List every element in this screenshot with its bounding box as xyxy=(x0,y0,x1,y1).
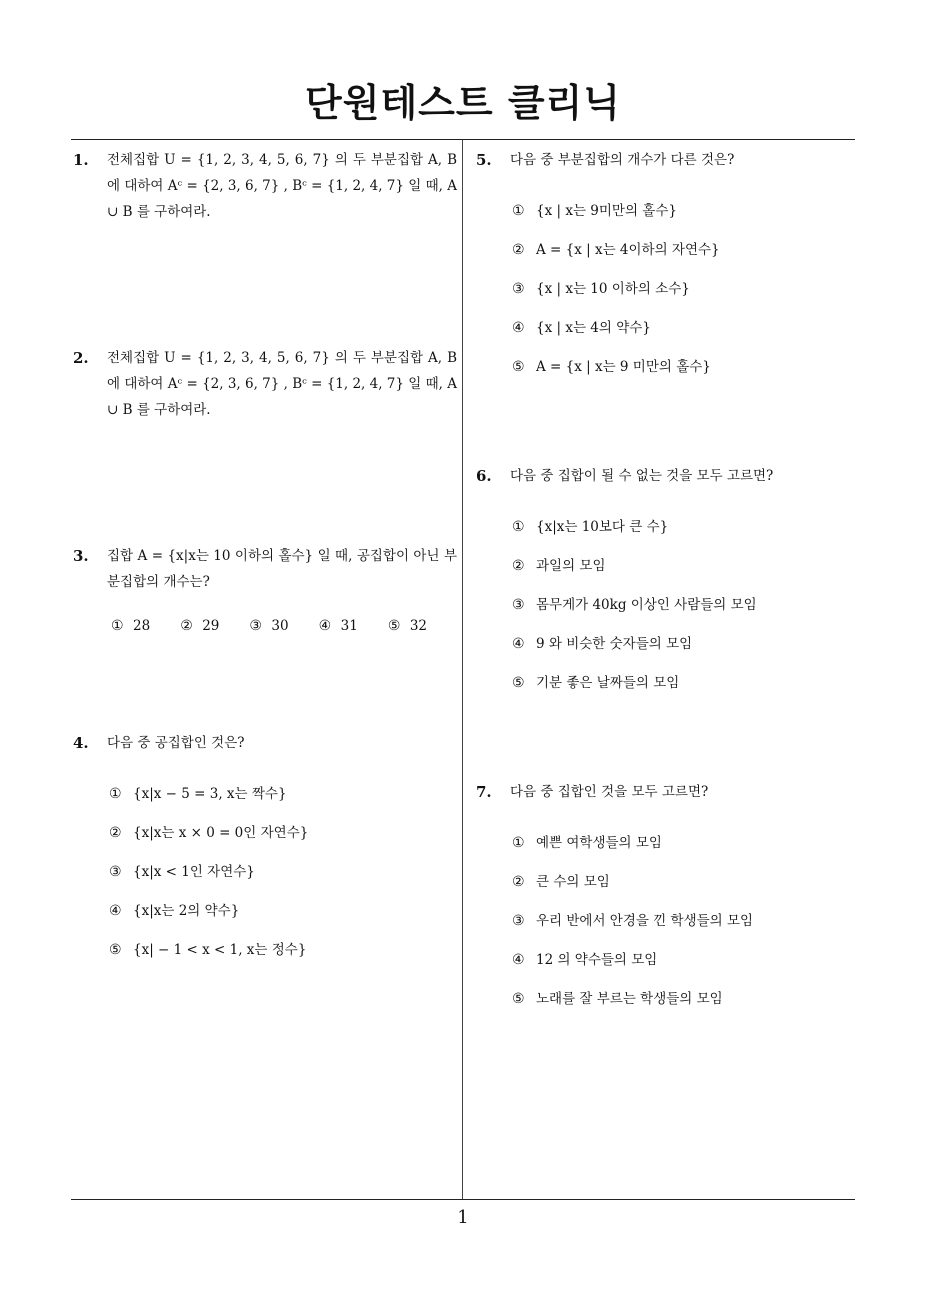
answer-option-4[interactable] xyxy=(510,940,856,979)
option-mark: ① xyxy=(512,518,525,535)
option-text: 예쁜 여학생들의 모임 xyxy=(536,834,662,851)
option-text: {x | x는 4의 약수} xyxy=(536,319,651,336)
answer-option-3[interactable] xyxy=(510,901,856,940)
answer-option-4[interactable] xyxy=(107,891,457,930)
answer-options xyxy=(111,613,457,639)
option-mark: ② xyxy=(512,873,525,890)
answer-options xyxy=(510,507,856,702)
footer-rule xyxy=(71,1199,855,1200)
option-mark: ⑤ xyxy=(387,618,401,634)
option-mark: ④ xyxy=(512,319,525,336)
answer-option-3[interactable] xyxy=(249,613,318,639)
question-number: 5. xyxy=(476,151,492,169)
question-number: 3. xyxy=(73,547,89,565)
answer-option-5[interactable] xyxy=(388,613,457,639)
answer-options xyxy=(107,774,457,969)
option-text: 과일의 모임 xyxy=(536,557,606,574)
answer-option-1[interactable] xyxy=(111,613,180,639)
page-title: 단원테스트 클리닉 xyxy=(305,81,621,125)
answer-options xyxy=(510,191,856,386)
answer-option-3[interactable] xyxy=(107,852,457,891)
answer-option-1[interactable] xyxy=(510,191,856,230)
question-number: 4. xyxy=(73,734,89,752)
answer-options xyxy=(510,823,856,1018)
question-2 xyxy=(73,345,457,423)
option-text: A = {x | x는 4이하의 자연수} xyxy=(536,241,720,258)
option-mark: ⑤ xyxy=(512,990,525,1007)
column-divider xyxy=(462,140,463,1200)
option-mark: ③ xyxy=(512,596,525,613)
answer-option-1[interactable] xyxy=(510,507,856,546)
option-mark: ① xyxy=(512,202,525,219)
question-stem: 다음 중 집합이 될 수 없는 것을 모두 고르면? xyxy=(510,468,774,484)
option-text: 29 xyxy=(202,618,220,634)
option-text: 노래를 잘 부르는 학생들의 모임 xyxy=(536,990,723,1007)
option-text: 기분 좋은 날짜들의 모임 xyxy=(536,674,680,691)
answer-option-2[interactable] xyxy=(107,813,457,852)
option-text: {x | x는 9미만의 홀수} xyxy=(536,202,677,219)
option-mark: ④ xyxy=(512,951,525,968)
question-number: 2. xyxy=(73,349,89,367)
option-text: {x|x는 2의 약수} xyxy=(133,902,240,919)
option-mark: ② xyxy=(512,241,525,258)
option-text: {x|x − 5 = 3, x는 짝수} xyxy=(133,785,287,802)
option-text: {x|x는 x × 0 = 0인 자연수} xyxy=(133,824,309,841)
header-rule xyxy=(71,139,855,140)
option-text: 28 xyxy=(133,618,151,634)
option-text: {x| − 1 < x < 1, x는 정수} xyxy=(133,941,307,958)
option-mark: ② xyxy=(512,557,525,574)
question-number: 1. xyxy=(73,151,89,169)
answer-option-2[interactable] xyxy=(180,613,249,639)
option-text: 32 xyxy=(409,618,427,634)
answer-option-4[interactable] xyxy=(319,613,388,639)
question-number: 6. xyxy=(476,467,492,485)
answer-option-3[interactable] xyxy=(510,585,856,624)
option-mark: ③ xyxy=(512,912,525,929)
answer-option-1[interactable] xyxy=(510,823,856,862)
answer-option-2[interactable] xyxy=(510,230,856,269)
question-number: 7. xyxy=(476,783,492,801)
answer-option-5[interactable] xyxy=(510,347,856,386)
option-mark: ⑤ xyxy=(109,941,122,958)
answer-option-5[interactable] xyxy=(107,930,457,969)
option-text: 31 xyxy=(340,618,358,634)
answer-option-3[interactable] xyxy=(510,269,856,308)
question-3 xyxy=(73,543,457,639)
question-stem: 전체집합 U = {1, 2, 3, 4, 5, 6, 7} 의 두 부분집합 A, B 에 대하여 Aᶜ = {2, 3, 6, 7} , Bᶜ = {1, 2, 4, 7} 일 때, A ∪ B 를 구하여라. xyxy=(107,350,457,418)
option-text: {x|x < 1인 자연수} xyxy=(133,863,255,880)
option-mark: ② xyxy=(180,618,193,634)
answer-option-1[interactable] xyxy=(107,774,457,813)
answer-option-4[interactable] xyxy=(510,308,856,347)
question-stem: 다음 중 공집합인 것은? xyxy=(107,735,245,751)
option-mark: ③ xyxy=(249,618,262,634)
answer-option-2[interactable] xyxy=(510,546,856,585)
option-text: {x|x는 10보다 큰 수} xyxy=(536,518,669,535)
option-text: {x | x는 10 이하의 소수} xyxy=(536,280,690,297)
question-4 xyxy=(73,730,457,969)
option-mark: ③ xyxy=(512,280,525,297)
option-mark: ① xyxy=(109,785,122,802)
option-mark: ④ xyxy=(512,635,525,652)
option-mark: ⑤ xyxy=(512,674,525,691)
question-7 xyxy=(476,779,856,1018)
question-stem: 다음 중 부분집합의 개수가 다른 것은? xyxy=(510,152,735,168)
option-mark: ④ xyxy=(318,618,332,634)
option-mark: ④ xyxy=(109,902,122,919)
option-text: 우리 반에서 안경을 낀 학생들의 모임 xyxy=(536,912,754,929)
question-6 xyxy=(476,463,856,702)
answer-option-2[interactable] xyxy=(510,862,856,901)
question-1 xyxy=(73,147,457,225)
question-5 xyxy=(476,147,856,386)
page-number: 1 xyxy=(457,1207,469,1228)
answer-option-4[interactable] xyxy=(510,624,856,663)
option-text: 9 와 비슷한 숫자들의 모임 xyxy=(536,635,693,652)
question-stem: 전체집합 U = {1, 2, 3, 4, 5, 6, 7} 의 두 부분집합 A, B 에 대하여 Aᶜ = {2, 3, 6, 7} , Bᶜ = {1, 2, 4, 7} 일 때, A ∪ B 를 구하여라. xyxy=(107,152,457,220)
option-text: 12 의 약수들의 모임 xyxy=(536,951,658,968)
option-text: A = {x | x는 9 미만의 홀수} xyxy=(536,358,711,375)
answer-option-5[interactable] xyxy=(510,979,856,1018)
answer-option-5[interactable] xyxy=(510,663,856,702)
question-stem: 집합 A = {x|x는 10 이하의 홀수} 일 때, 공집합이 아닌 부분집합의 개수는? xyxy=(107,548,457,590)
option-text: 큰 수의 모임 xyxy=(536,873,610,890)
question-stem: 다음 중 집합인 것을 모두 고르면? xyxy=(510,784,709,800)
option-mark: ③ xyxy=(109,863,122,880)
option-mark: ① xyxy=(111,618,124,634)
option-mark: ⑤ xyxy=(512,358,525,375)
option-text: 30 xyxy=(271,618,289,634)
option-mark: ① xyxy=(512,834,525,851)
option-text: 몸무게가 40kg 이상인 사람들의 모임 xyxy=(536,596,757,613)
option-mark: ② xyxy=(109,824,122,841)
